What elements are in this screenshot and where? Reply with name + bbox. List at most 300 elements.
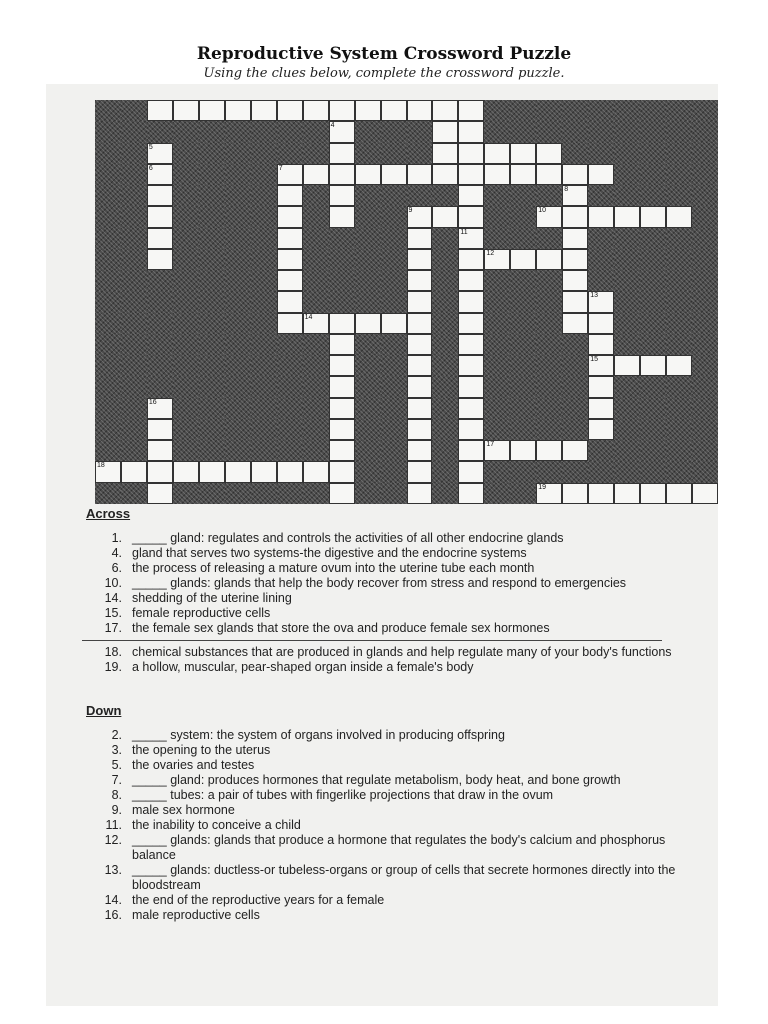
crossword-block — [355, 355, 381, 376]
crossword-cell[interactable] — [277, 313, 303, 334]
crossword-cell[interactable] — [666, 355, 692, 376]
crossword-cell[interactable] — [536, 164, 562, 185]
crossword-block — [121, 185, 147, 206]
crossword-cell[interactable] — [432, 100, 458, 121]
crossword-cell[interactable] — [225, 100, 251, 121]
clue-text: female reproductive cells — [132, 606, 271, 620]
crossword-cell[interactable] — [329, 461, 355, 482]
crossword-cell[interactable] — [458, 313, 484, 334]
clue-number: 7. — [111, 773, 122, 787]
crossword-block — [199, 164, 225, 185]
crossword-cell[interactable] — [381, 313, 407, 334]
crossword-cell[interactable] — [381, 100, 407, 121]
crossword-cell[interactable] — [562, 185, 588, 206]
crossword-block — [147, 121, 173, 142]
clue-number: 9. — [111, 803, 122, 817]
crossword-cell[interactable] — [277, 461, 303, 482]
crossword-cell[interactable] — [277, 100, 303, 121]
crossword-cell[interactable] — [147, 228, 173, 249]
crossword-block — [536, 419, 562, 440]
crossword-cell[interactable] — [588, 355, 614, 376]
clue-number: 17 — [486, 441, 495, 449]
crossword-cell[interactable] — [407, 313, 433, 334]
crossword-block — [692, 164, 718, 185]
clue-number: 13 — [590, 292, 598, 300]
crossword-block — [173, 440, 199, 461]
crossword-block — [562, 461, 588, 482]
crossword-block — [562, 100, 588, 121]
crossword-cell[interactable] — [458, 143, 484, 164]
crossword-cell[interactable] — [588, 419, 614, 440]
crossword-cell[interactable] — [458, 100, 484, 121]
crossword-cell[interactable] — [588, 206, 614, 227]
crossword-block — [562, 334, 588, 355]
crossword-cell[interactable] — [147, 249, 173, 270]
clue-number: 8 — [564, 186, 569, 194]
crossword-cell[interactable] — [562, 313, 588, 334]
clue-number: 11 — [460, 228, 468, 236]
crossword-block — [355, 121, 381, 142]
crossword-block — [303, 376, 329, 397]
crossword-block — [666, 121, 692, 142]
crossword-cell[interactable] — [458, 440, 484, 461]
crossword-block — [303, 270, 329, 291]
crossword-block — [355, 206, 381, 227]
crossword-block — [640, 249, 666, 270]
crossword-cell[interactable] — [329, 121, 355, 142]
crossword-block — [381, 121, 407, 142]
crossword-block — [277, 398, 303, 419]
crossword-cell[interactable] — [432, 143, 458, 164]
crossword-block — [588, 121, 614, 142]
crossword-cell[interactable] — [407, 270, 433, 291]
crossword-cell[interactable] — [458, 228, 484, 249]
crossword-block — [381, 355, 407, 376]
crossword-cell[interactable] — [147, 461, 173, 482]
crossword-block — [692, 121, 718, 142]
crossword-block — [95, 143, 121, 164]
clue-text: _____ tubes: a pair of tubes with fingerlike projections that draw in the ovum — [132, 788, 554, 802]
crossword-cell[interactable] — [147, 100, 173, 121]
crossword-cell[interactable] — [640, 206, 666, 227]
crossword-block — [199, 270, 225, 291]
crossword-block — [640, 164, 666, 185]
crossword-cell[interactable] — [407, 291, 433, 312]
crossword-block — [536, 185, 562, 206]
crossword-block — [355, 376, 381, 397]
crossword-block — [173, 121, 199, 142]
crossword-cell[interactable] — [277, 291, 303, 312]
crossword-cell[interactable] — [147, 164, 173, 185]
crossword-block — [381, 291, 407, 312]
crossword-block — [251, 291, 277, 312]
crossword-block — [355, 398, 381, 419]
crossword-block — [536, 334, 562, 355]
clue-number: 14 — [304, 313, 313, 321]
crossword-block — [562, 143, 588, 164]
crossword-block — [484, 270, 510, 291]
crossword-cell[interactable] — [355, 164, 381, 185]
crossword-block — [303, 249, 329, 270]
crossword-block — [666, 100, 692, 121]
crossword-cell[interactable] — [303, 100, 329, 121]
crossword-cell[interactable] — [458, 334, 484, 355]
clue-text: _____ glands: ductless-or tubeless-organs or group of cells that secrete hormones directly into the bloodstream — [132, 863, 676, 892]
crossword-cell[interactable] — [510, 164, 536, 185]
clue-number: 4. — [111, 546, 122, 560]
crossword-block — [225, 376, 251, 397]
crossword-block — [510, 228, 536, 249]
crossword-block — [251, 164, 277, 185]
crossword-cell[interactable] — [199, 461, 225, 482]
crossword-cell[interactable] — [536, 249, 562, 270]
crossword-cell[interactable] — [381, 164, 407, 185]
crossword-cell[interactable] — [458, 398, 484, 419]
crossword-block — [121, 440, 147, 461]
crossword-cell[interactable] — [407, 440, 433, 461]
crossword-block — [432, 249, 458, 270]
crossword-block — [225, 440, 251, 461]
crossword-cell[interactable] — [277, 249, 303, 270]
crossword-block — [121, 164, 147, 185]
crossword-cell[interactable] — [277, 164, 303, 185]
crossword-block — [666, 334, 692, 355]
crossword-block — [640, 143, 666, 164]
crossword-block — [173, 313, 199, 334]
crossword-block — [432, 228, 458, 249]
crossword-block — [692, 228, 718, 249]
crossword-cell[interactable] — [277, 270, 303, 291]
crossword-cell[interactable] — [173, 461, 199, 482]
down-clue — [70, 818, 710, 833]
crossword-block — [614, 461, 640, 482]
clue-number: 6 — [148, 164, 153, 172]
crossword-block — [355, 185, 381, 206]
crossword-cell[interactable] — [277, 206, 303, 227]
crossword-block — [251, 185, 277, 206]
crossword-cell[interactable] — [458, 461, 484, 482]
crossword-cell[interactable] — [458, 376, 484, 397]
crossword-cell[interactable] — [329, 100, 355, 121]
crossword-block — [432, 334, 458, 355]
crossword-cell[interactable] — [510, 249, 536, 270]
clue-number: 14. — [104, 893, 122, 907]
crossword-cell[interactable] — [329, 419, 355, 440]
crossword-block — [121, 121, 147, 142]
crossword-cell[interactable] — [588, 376, 614, 397]
crossword-cell[interactable] — [147, 206, 173, 227]
crossword-cell[interactable] — [484, 440, 510, 461]
crossword-cell[interactable] — [355, 313, 381, 334]
crossword-block — [121, 334, 147, 355]
crossword-block — [381, 376, 407, 397]
page-subtitle: Using the clues below, complete the crossword puzzle. — [203, 66, 565, 81]
across-clue — [70, 621, 710, 636]
crossword-block — [381, 419, 407, 440]
crossword-cell[interactable] — [562, 249, 588, 270]
crossword-block — [95, 270, 121, 291]
crossword-block — [588, 185, 614, 206]
crossword-cell[interactable] — [588, 334, 614, 355]
crossword-block — [173, 355, 199, 376]
crossword-block — [225, 398, 251, 419]
crossword-cell[interactable] — [329, 398, 355, 419]
crossword-block — [95, 185, 121, 206]
down-clue — [70, 758, 710, 773]
crossword-block — [277, 419, 303, 440]
crossword-cell[interactable] — [510, 440, 536, 461]
crossword-cell[interactable] — [407, 355, 433, 376]
crossword-block — [199, 206, 225, 227]
crossword-block — [329, 291, 355, 312]
crossword-block — [666, 291, 692, 312]
crossword-block — [303, 291, 329, 312]
crossword-cell[interactable] — [536, 206, 562, 227]
crossword-cell[interactable] — [458, 291, 484, 312]
crossword-cell[interactable] — [666, 206, 692, 227]
crossword-cell[interactable] — [355, 100, 381, 121]
crossword-block — [692, 440, 718, 461]
crossword-block — [303, 419, 329, 440]
crossword-cell[interactable] — [329, 334, 355, 355]
crossword-cell[interactable] — [536, 143, 562, 164]
crossword-cell[interactable] — [407, 334, 433, 355]
crossword-cell[interactable] — [329, 355, 355, 376]
clue-number: 18. — [104, 645, 122, 659]
clue-number: 11. — [105, 818, 122, 832]
crossword-block — [640, 270, 666, 291]
crossword-cell[interactable] — [562, 270, 588, 291]
crossword-cell[interactable] — [329, 206, 355, 227]
crossword-block — [692, 249, 718, 270]
crossword-block — [381, 461, 407, 482]
crossword-block — [614, 100, 640, 121]
crossword-cell[interactable] — [484, 143, 510, 164]
crossword-cell[interactable] — [407, 398, 433, 419]
clue-number: 16 — [148, 398, 157, 406]
clue-number: 6. — [111, 561, 122, 575]
clue-number: 3. — [111, 743, 122, 757]
crossword-cell[interactable] — [173, 100, 199, 121]
crossword-cell[interactable] — [407, 461, 433, 482]
crossword-cell[interactable] — [432, 206, 458, 227]
crossword-cell[interactable] — [329, 440, 355, 461]
crossword-block — [510, 461, 536, 482]
clue-text: male reproductive cells — [132, 908, 260, 922]
crossword-cell[interactable] — [147, 185, 173, 206]
crossword-block — [95, 164, 121, 185]
crossword-block — [536, 376, 562, 397]
crossword-cell[interactable] — [329, 143, 355, 164]
crossword-cell[interactable] — [407, 419, 433, 440]
crossword-cell[interactable] — [458, 164, 484, 185]
crossword-block — [536, 291, 562, 312]
crossword-block — [121, 100, 147, 121]
crossword-cell[interactable] — [562, 440, 588, 461]
crossword-block — [588, 228, 614, 249]
crossword-block — [666, 313, 692, 334]
crossword-block — [640, 440, 666, 461]
crossword-block — [588, 143, 614, 164]
crossword-cell[interactable] — [329, 164, 355, 185]
crossword-cell[interactable] — [147, 398, 173, 419]
crossword-cell[interactable] — [277, 185, 303, 206]
crossword-cell[interactable] — [588, 313, 614, 334]
crossword-block — [510, 291, 536, 312]
crossword-cell[interactable] — [407, 228, 433, 249]
crossword-block — [225, 270, 251, 291]
crossword-block — [484, 291, 510, 312]
crossword-block — [355, 461, 381, 482]
crossword-block — [381, 334, 407, 355]
crossword-block — [640, 100, 666, 121]
crossword-cell[interactable] — [588, 291, 614, 312]
crossword-cell[interactable] — [147, 419, 173, 440]
crossword-block — [199, 228, 225, 249]
crossword-cell[interactable] — [329, 376, 355, 397]
crossword-block — [355, 440, 381, 461]
crossword-cell[interactable] — [407, 206, 433, 227]
crossword-block — [277, 440, 303, 461]
crossword-cell[interactable] — [147, 143, 173, 164]
crossword-block — [95, 291, 121, 312]
crossword-block — [355, 419, 381, 440]
crossword-grid — [95, 100, 718, 504]
crossword-cell[interactable] — [614, 355, 640, 376]
crossword-block — [381, 440, 407, 461]
crossword-block — [484, 461, 510, 482]
crossword-block — [666, 440, 692, 461]
crossword-cell[interactable] — [458, 249, 484, 270]
crossword-cell[interactable] — [458, 206, 484, 227]
crossword-block — [95, 398, 121, 419]
crossword-cell[interactable] — [484, 249, 510, 270]
clue-number: 10 — [538, 207, 547, 215]
crossword-cell[interactable] — [329, 185, 355, 206]
crossword-block — [666, 398, 692, 419]
crossword-cell[interactable] — [225, 461, 251, 482]
crossword-block — [121, 270, 147, 291]
page-title: Reproductive System Crossword Puzzle — [196, 44, 572, 64]
crossword-block — [95, 440, 121, 461]
crossword-cell[interactable] — [562, 291, 588, 312]
down-clue — [70, 803, 710, 818]
crossword-block — [510, 376, 536, 397]
crossword-cell[interactable] — [458, 121, 484, 142]
crossword-block — [173, 206, 199, 227]
crossword-cell[interactable] — [251, 461, 277, 482]
crossword-block — [225, 228, 251, 249]
clue-number: 16. — [104, 908, 122, 922]
crossword-cell[interactable] — [121, 461, 147, 482]
clue-number: 19. — [104, 660, 122, 674]
crossword-block — [251, 270, 277, 291]
crossword-cell[interactable] — [199, 100, 225, 121]
crossword-block — [225, 164, 251, 185]
crossword-block — [95, 376, 121, 397]
crossword-block — [562, 355, 588, 376]
crossword-block — [251, 419, 277, 440]
crossword-cell[interactable] — [510, 143, 536, 164]
crossword-block — [588, 249, 614, 270]
crossword-cell[interactable] — [640, 355, 666, 376]
crossword-cell[interactable] — [484, 164, 510, 185]
crossword-block — [484, 185, 510, 206]
crossword-cell[interactable] — [432, 121, 458, 142]
clue-number: 2. — [111, 728, 122, 742]
crossword-block — [484, 100, 510, 121]
crossword-block — [121, 249, 147, 270]
crossword-block — [536, 121, 562, 142]
crossword-cell[interactable] — [303, 164, 329, 185]
clue-number: 12. — [104, 833, 122, 847]
clue-text: the female sex glands that store the ova and produce female sex hormones — [132, 621, 550, 635]
crossword-block — [666, 143, 692, 164]
crossword-block — [692, 334, 718, 355]
crossword-block — [614, 185, 640, 206]
crossword-cell[interactable] — [458, 270, 484, 291]
crossword-cell[interactable] — [303, 461, 329, 482]
crossword-cell[interactable] — [407, 249, 433, 270]
crossword-cell[interactable] — [588, 398, 614, 419]
crossword-block — [121, 355, 147, 376]
clue-text: _____ system: the system of organs involved in producing offspring — [132, 728, 505, 742]
crossword-block — [562, 376, 588, 397]
crossword-cell[interactable] — [407, 100, 433, 121]
crossword-block — [277, 334, 303, 355]
crossword-block — [666, 249, 692, 270]
across-clue — [70, 660, 710, 675]
crossword-cell[interactable] — [277, 228, 303, 249]
crossword-cell[interactable] — [562, 164, 588, 185]
crossword-block — [303, 206, 329, 227]
crossword-block — [251, 228, 277, 249]
crossword-cell[interactable] — [458, 355, 484, 376]
crossword-block — [199, 143, 225, 164]
crossword-cell[interactable] — [407, 164, 433, 185]
crossword-cell[interactable] — [614, 206, 640, 227]
crossword-cell[interactable] — [562, 228, 588, 249]
down-heading: Down — [86, 703, 122, 718]
crossword-cell[interactable] — [458, 419, 484, 440]
crossword-cell[interactable] — [303, 313, 329, 334]
crossword-block — [303, 398, 329, 419]
clue-text: gland that serves two systems-the digestive and the endocrine systems — [132, 546, 527, 560]
crossword-cell[interactable] — [147, 440, 173, 461]
crossword-cell[interactable] — [432, 164, 458, 185]
crossword-cell[interactable] — [251, 100, 277, 121]
crossword-block — [640, 398, 666, 419]
crossword-cell[interactable] — [458, 185, 484, 206]
crossword-block — [640, 228, 666, 249]
clue-text: shedding of the uterine lining — [132, 591, 292, 605]
crossword-block — [225, 249, 251, 270]
crossword-cell[interactable] — [95, 461, 121, 482]
crossword-cell[interactable] — [588, 164, 614, 185]
crossword-cell[interactable] — [536, 440, 562, 461]
crossword-block — [666, 228, 692, 249]
crossword-block — [588, 440, 614, 461]
crossword-cell[interactable] — [562, 206, 588, 227]
down-clue — [70, 773, 710, 788]
crossword-block — [536, 228, 562, 249]
crossword-block — [355, 291, 381, 312]
crossword-cell[interactable] — [329, 313, 355, 334]
crossword-block — [121, 419, 147, 440]
crossword-block — [355, 270, 381, 291]
crossword-cell[interactable] — [407, 376, 433, 397]
crossword-block — [510, 121, 536, 142]
